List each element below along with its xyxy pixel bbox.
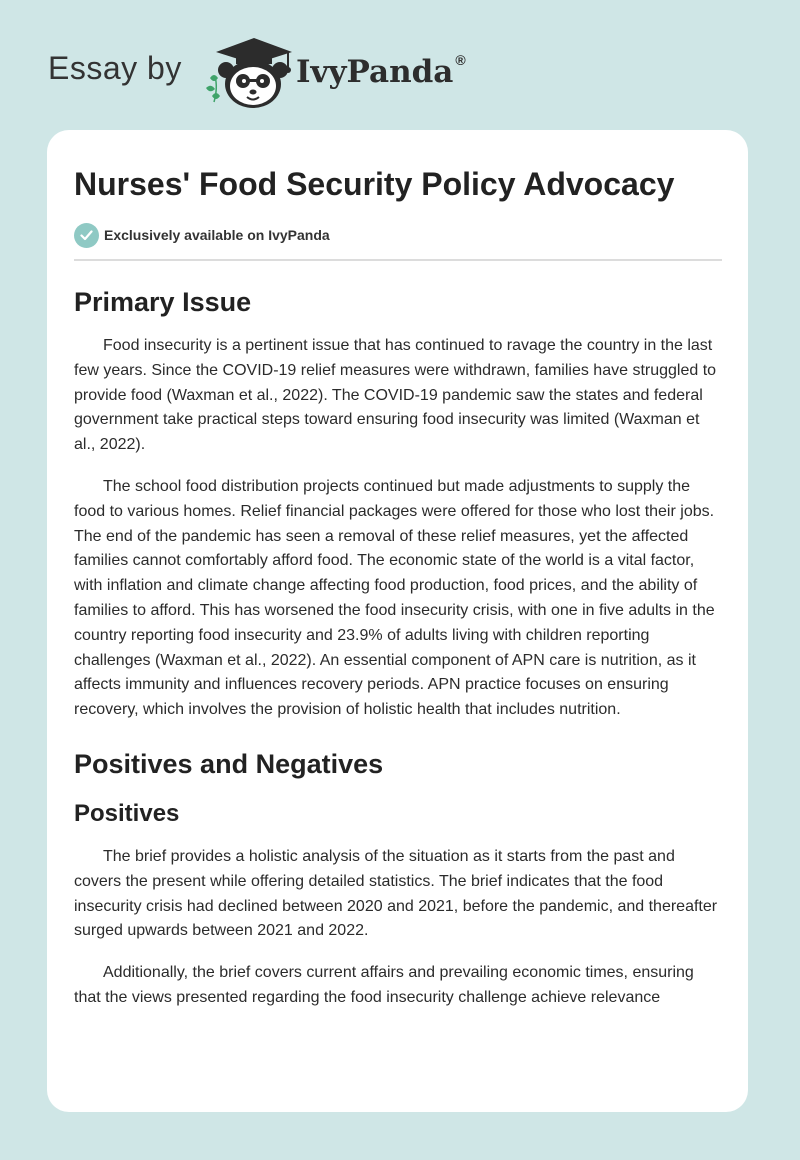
check-circle-icon (74, 223, 99, 248)
panda-graduate-icon[interactable] (200, 34, 296, 110)
paragraph: Additionally, the brief covers current affairs and prevailing economic times, ensuring that the views presented regarding the food insecurity challenge achieve relevance (74, 964, 694, 1006)
exclusive-badge (74, 222, 722, 248)
article-card (47, 130, 748, 1112)
article-title: Nurses' Food Security Policy Advocacy (74, 166, 675, 202)
exclusive-badge-text: Exclusively available on IvyPanda (104, 227, 330, 243)
site-header (0, 0, 800, 130)
title-divider (74, 259, 722, 261)
paragraph: The school food distribution projects continued but made adjustments to supply the food to various homes. Relief financial packages were offered for those who lost their jobs. The end of the pandemic has seen a removal of these relief measures, yet the affected families cannot comfortably afford food. The economic state of the world is a vital factor, with inflation and climate change affecting food production, food prices, and the ability of families to afford. This has worsened the food insecurity crisis, with one in five adults in the country reporting food insecurity and 23.9% of adults living with children reporting challenges (Waxman et al., 2022). An essential component of APN care is nutrition, as it affects immunity and influences recovery periods. APN practice focuses on ensuring recovery, which involves the provision of holistic health that includes nutrition. (74, 477, 715, 719)
paragraph: The brief provides a holistic analysis of the situation as it starts from the past and covers the present while offering detailed statistics. The brief indicates that the food insecurity crisis had declined between 2020 and 2021, before the pandemic, and thereafter surged upwards between 2021 and 2022. (74, 847, 718, 940)
heading-positives: Positives (74, 799, 180, 827)
essay-by-label: Essay by (48, 50, 182, 86)
heading-positives-negatives: Positives and Negatives (74, 748, 384, 779)
registered-mark: ® (455, 52, 466, 68)
brand-name[interactable] (296, 54, 466, 90)
heading-primary-issue: Primary Issue (74, 287, 252, 317)
article-content (74, 164, 722, 1011)
paragraph: Food insecurity is a pertinent issue that has continued to ravage the country in the last few years. Since the COVID-19 relief measures were withdrawn, families have struggled to provide food (Waxman et al., 2022). The COVID-19 pandemic saw the states and federal government take practical steps toward ensuring food insecurity was limited (Waxman et al., 2022). (74, 337, 717, 454)
brand-text: IvyPanda (296, 54, 454, 90)
